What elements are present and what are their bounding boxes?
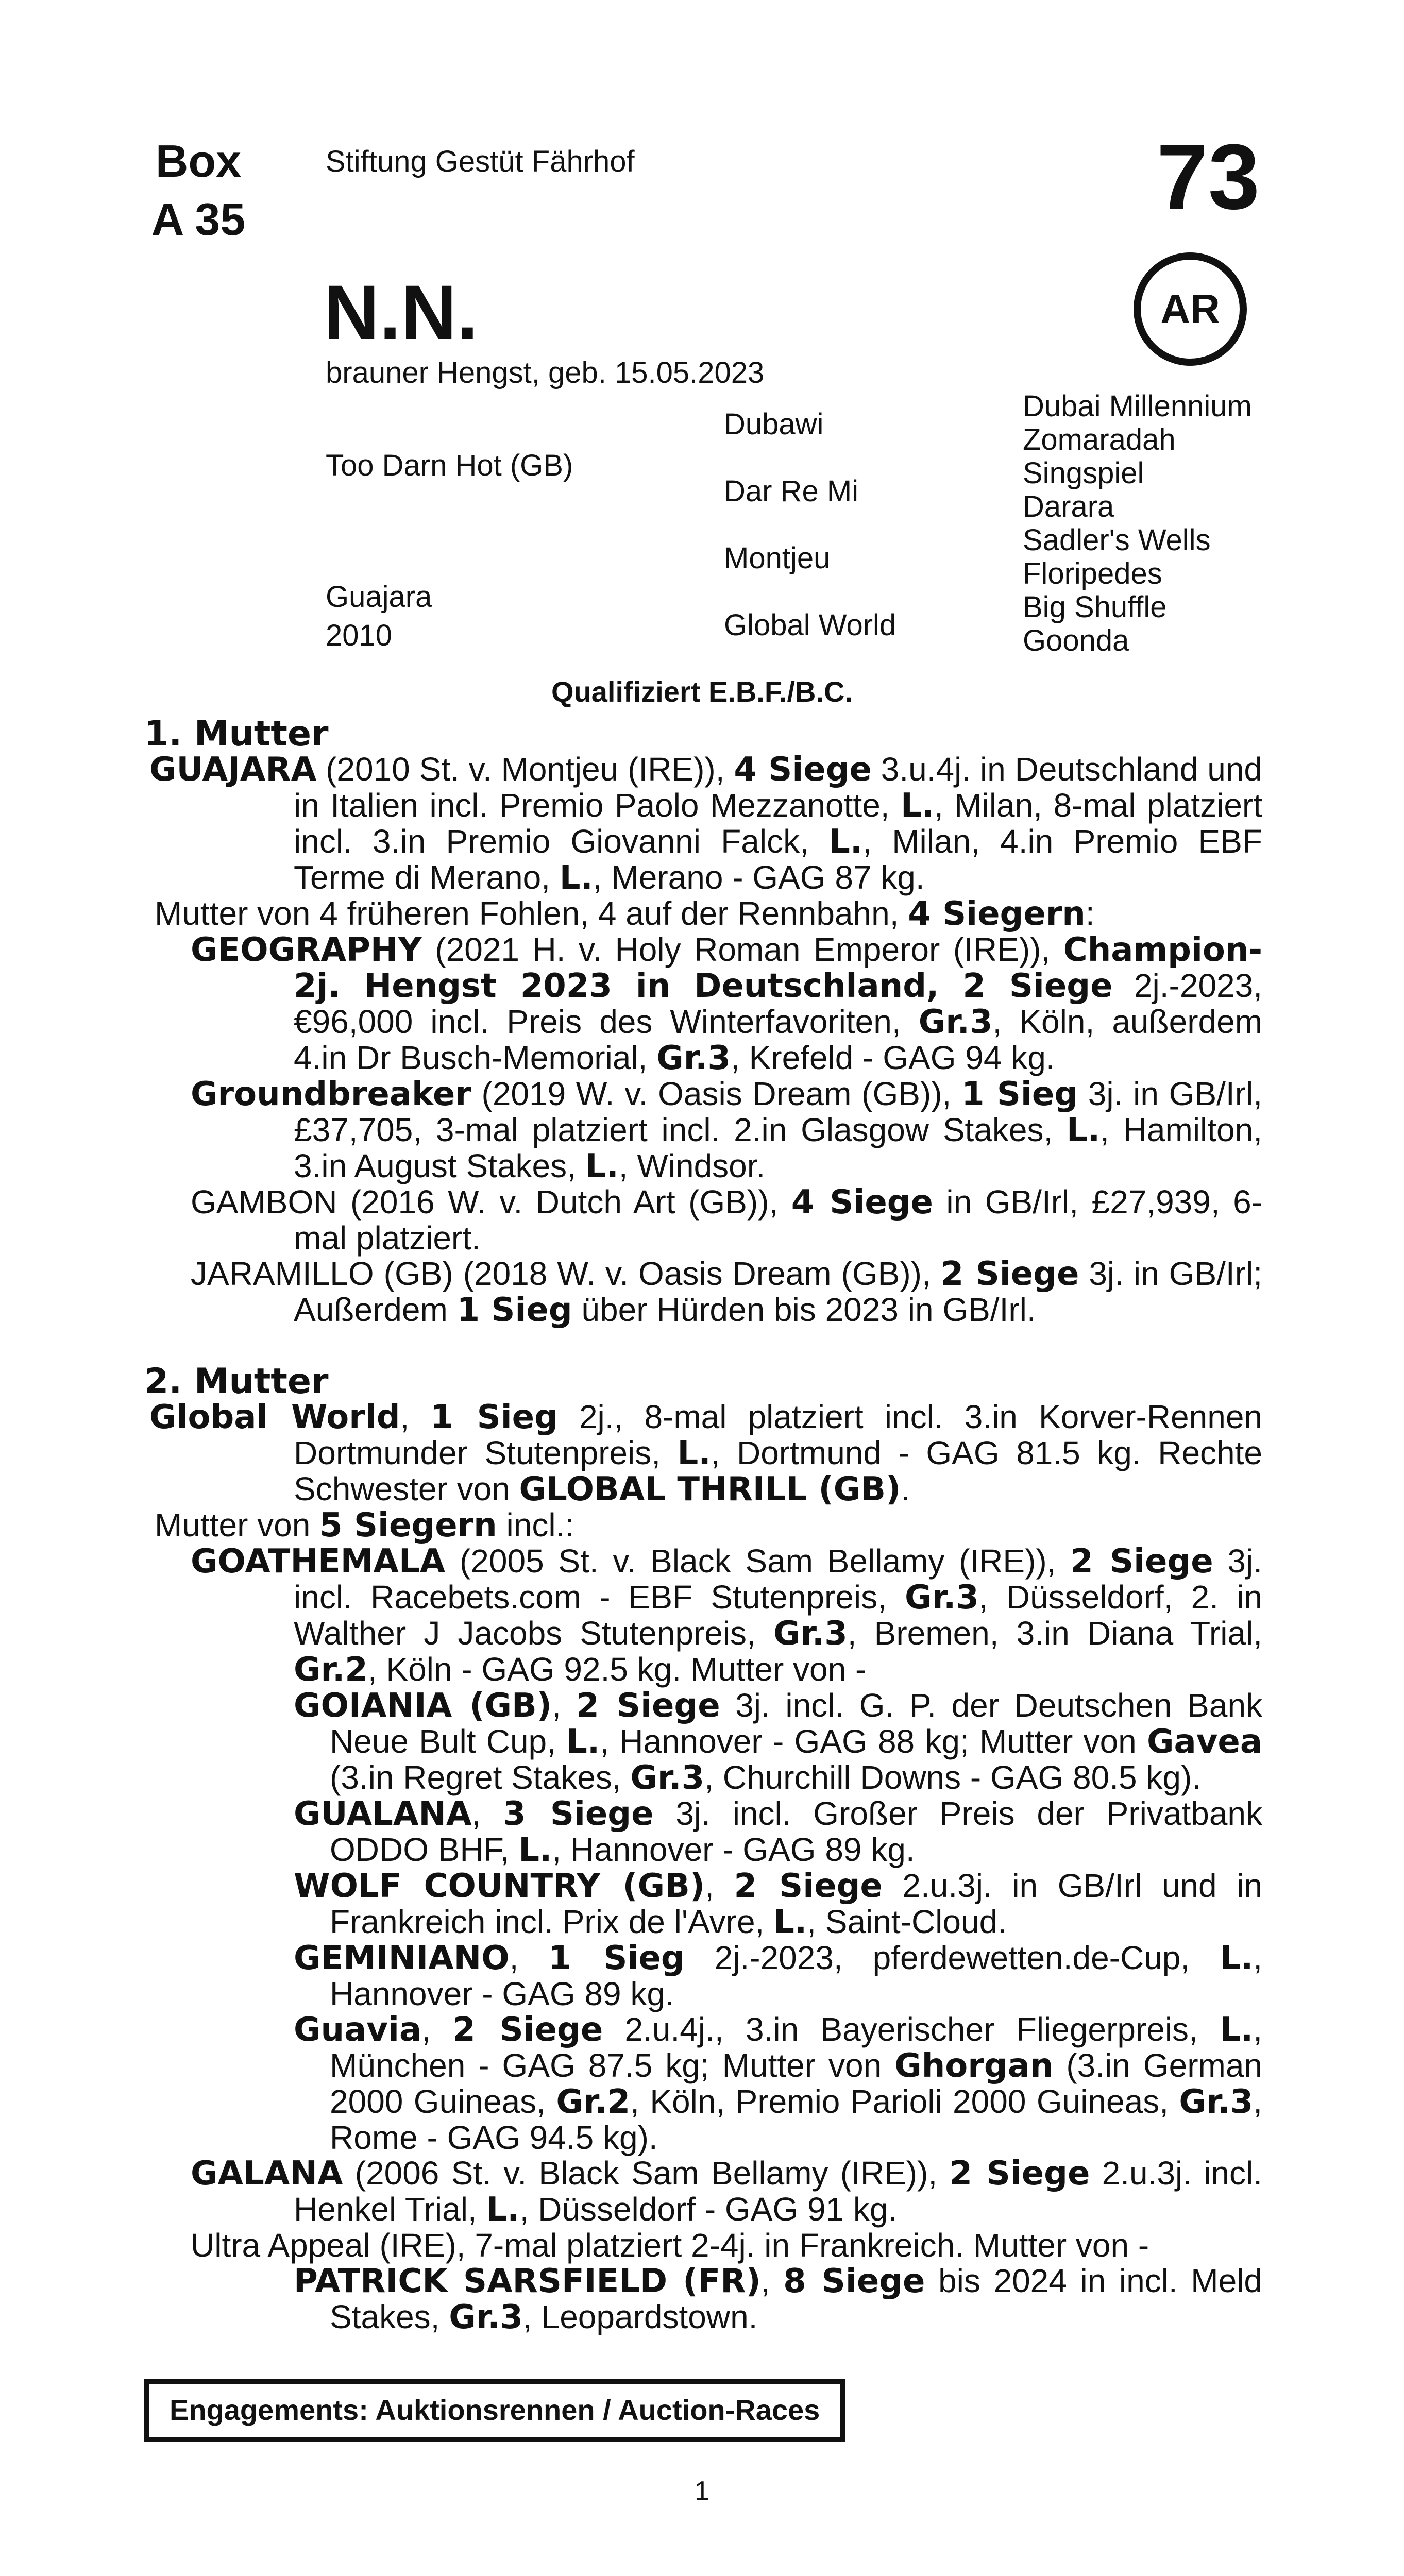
- pedigree-dam-sire: Montjeu: [724, 541, 831, 575]
- qualification-note: Qualifiziert E.B.F./B.C.: [551, 675, 853, 708]
- produce-entry: Guavia, 2 Siege 2.u.4j., 3.in Bayerischer Fliegerpreis, L., München - GAG 87.5 kg; Mutter von Ghorgan (3.in German 2000 Guineas, Gr.2, Köln, Premio Parioli 2000 Guineas, Gr.3, Rome - GAG 94.5 kg).: [294, 2011, 1263, 2156]
- pedigree-gen3-8: Goonda: [1023, 624, 1129, 657]
- first-dam-record: GUAJARA (2010 St. v. Montjeu (IRE)), 4 Siege 3.u.4j. in Deutschland und in Italien incl. Premio Paolo Mezzanotte, L., Milan, 8-mal platziert incl. 3.in Premio Giovanni Falck, L., Milan, 4.in Premio EBF Terme di Merano, L., Merano - GAG 87 kg.: [149, 751, 1263, 897]
- second-dam-produce-summary: Mutter von 5 Siegern incl.:: [155, 1506, 574, 1545]
- pedigree-dam-dam: Global World: [724, 608, 896, 642]
- pedigree-dam: Guajara: [326, 580, 432, 614]
- produce-entry: GALANA (2006 St. v. Black Sam Bellamy (IRE)), 2 Siege 2.u.3j. incl. Henkel Trial, L., Düsseldorf - GAG 91 kg.: [191, 2155, 1263, 2229]
- dam-name: GUAJARA: [149, 751, 317, 789]
- produce-entry: GOIANIA (GB), 2 Siege 3j. incl. G. P. der Deutschen Bank Neue Bult Cup, L., Hannover - GAG 88 kg; Mutter von Gavea (3.in Regret Stakes, Gr.3, Churchill Downs - GAG 80.5 kg).: [294, 1687, 1263, 1797]
- produce-entry: JARAMILLO (GB) (2018 W. v. Oasis Dream (GB)), 2 Siege 3j. in GB/Irl; Außerdem 1 Sieg über Hürden bis 2023 in GB/Irl.: [191, 1255, 1262, 1329]
- pedigree-sire: Too Darn Hot (GB): [326, 449, 573, 482]
- pedigree-gen3-5: Sadler's Wells: [1023, 523, 1211, 557]
- breeder-name: Stiftung Gestüt Fährhof: [326, 145, 635, 178]
- pedigree-notes: [144, 716, 1262, 2335]
- box-number: A 35: [151, 194, 246, 245]
- pedigree-sire-dam: Dar Re Mi: [724, 474, 859, 508]
- produce-entry: WOLF COUNTRY (GB), 2 Siege 2.u.3j. in GB/Irl und in Frankreich incl. Prix de l'Avre, L., Saint-Cloud.: [294, 1867, 1263, 1941]
- first-dam-heading: 1. Mutter: [144, 714, 329, 754]
- horse-name: N.N.: [324, 269, 478, 355]
- page-number: 1: [695, 2476, 709, 2506]
- pedigree-sire-sire: Dubawi: [724, 408, 824, 441]
- pedigree-gen3-6: Floripedes: [1023, 557, 1162, 590]
- section-spacer: [144, 1328, 1262, 1364]
- pedigree-gen3-2: Zomaradah: [1023, 423, 1176, 456]
- produce-entry: Groundbreaker (2019 W. v. Oasis Dream (GB)), 1 Sieg 3j. in GB/Irl, £37,705, 3-mal platziert incl. 2.in Glasgow Stakes, L., Hamilton, 3.in August Stakes, L., Windsor.: [191, 1075, 1263, 1185]
- produce-entry: GUALANA, 3 Siege 3j. incl. Großer Preis der Privatbank ODDO BHF, L., Hannover - GAG 89 kg.: [294, 1795, 1263, 1869]
- box-label: Box: [155, 135, 242, 187]
- engagements-box: Engagements: Auktionsrennen / Auction-Races: [144, 2379, 845, 2442]
- ar-badge-label: AR: [1160, 286, 1220, 332]
- pedigree-gen3-4: Darara: [1023, 490, 1114, 523]
- second-dam-record: Global World, 1 Sieg 2j., 8-mal platziert incl. 3.in Korver-Rennen Dortmunder Stutenpreis, L., Dortmund - GAG 81.5 kg. Rechte Schwester von GLOBAL THRILL (GB).: [149, 1398, 1263, 1509]
- lot-number: 73: [1156, 125, 1260, 229]
- pedigree-gen3-3: Singspiel: [1023, 456, 1144, 490]
- pedigree-gen3-1: Dubai Millennium: [1023, 389, 1252, 423]
- first-dam-produce-summary: Mutter von 4 früheren Fohlen, 4 auf der Rennbahn, 4 Siegern:: [155, 895, 1095, 933]
- pedigree-dam-year: 2010: [326, 619, 393, 652]
- second-dam-heading: 2. Mutter: [144, 1361, 329, 1402]
- produce-entry: GAMBON (2016 W. v. Dutch Art (GB)), 4 Siege in GB/Irl, £27,939, 6-mal platziert.: [191, 1183, 1263, 1257]
- ar-badge-icon: [1134, 252, 1247, 366]
- produce-entry: GEMINIANO, 1 Sieg 2j.-2023, pferdewetten.de-Cup, L., Hannover - GAG 89 kg.: [294, 1939, 1263, 2012]
- pedigree-gen3-7: Big Shuffle: [1023, 590, 1167, 624]
- horse-description: brauner Hengst, geb. 15.05.2023: [326, 356, 765, 389]
- produce-entry: GEOGRAPHY (2021 H. v. Holy Roman Emperor (IRE)), Champion-2j. Hengst 2023 in Deutschland, 2 Siege 2j.-2023, €96,000 incl. Preis des Winterfavoriten, Gr.3, Köln, außerdem 4.in Dr Busch-Memorial, Gr.3, Krefeld - GAG 94 kg.: [191, 931, 1263, 1077]
- produce-entry: GOATHEMALA (2005 St. v. Black Sam Bellamy (IRE)), 2 Siege 3j. incl. Racebets.com - EBF Stutenpreis, Gr.3, Düsseldorf, 2. in Walther J Jacobs Stutenpreis, Gr.3, Bremen, 3.in Diana Trial, Gr.2, Köln - GAG 92.5 kg. Mutter von -: [191, 1543, 1263, 1689]
- produce-entry: Ultra Appeal (IRE), 7-mal platziert 2-4j. in Frankreich. Mutter von -: [191, 2227, 1149, 2264]
- produce-entry: PATRICK SARSFIELD (FR), 8 Siege bis 2024 in incl. Meld Stakes, Gr.3, Leopardstown.: [294, 2262, 1263, 2336]
